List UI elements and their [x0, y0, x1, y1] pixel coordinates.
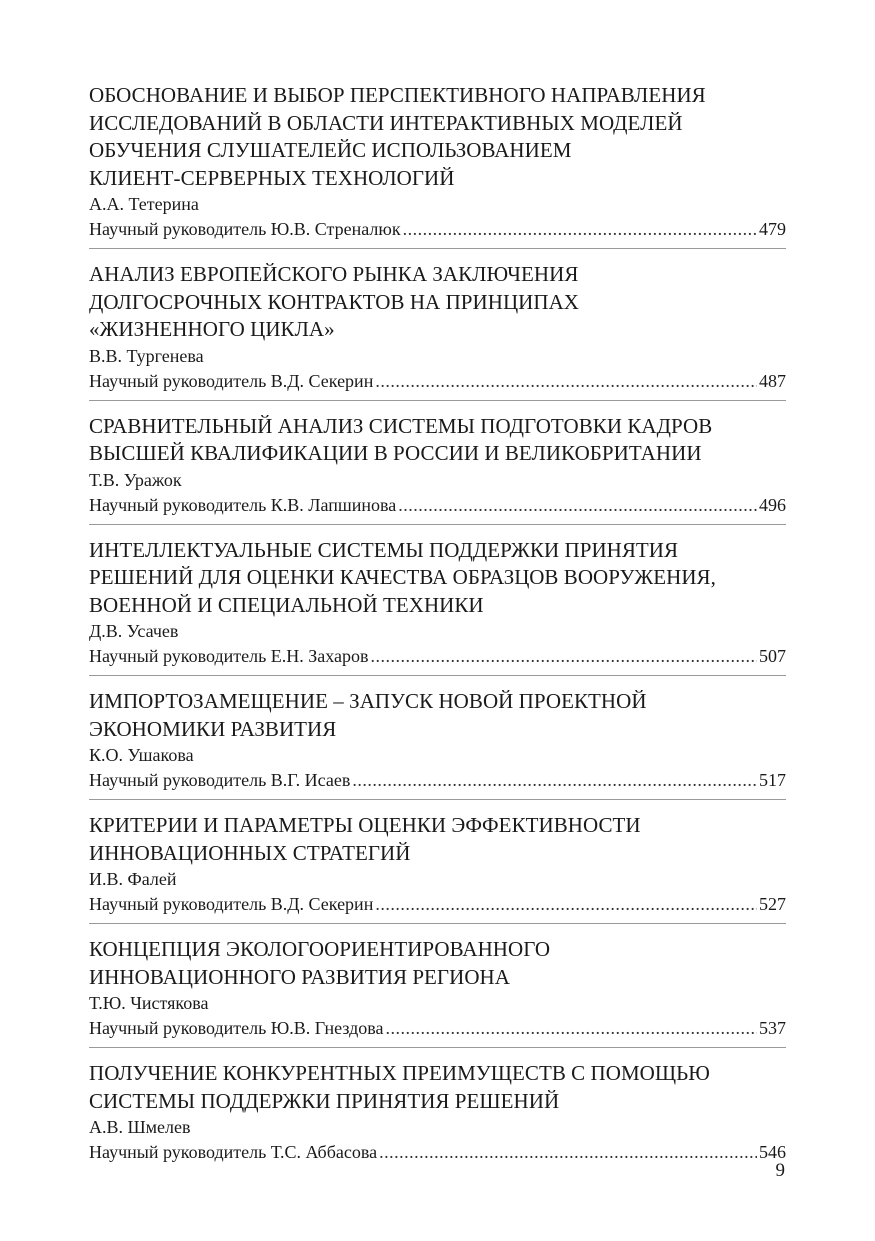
entry-title-line: «ЖИЗНЕННОГО ЦИКЛА» — [89, 317, 335, 341]
supervisor-row — [89, 892, 786, 917]
entry-title-line: СРАВНИТЕЛЬНЫЙ АНАЛИЗ СИСТЕМЫ ПОДГОТОВКИ КАДРОВ — [89, 413, 713, 438]
entry-title-line: ИССЛЕДОВАНИЙ В ОБЛАСТИ ИНТЕРАКТИВНЫХ МОДЕЛЕЙ — [89, 110, 683, 135]
entry-title-line: ДОЛГОСРОЧНЫХ КОНТРАКТОВ НА ПРИНЦИПАХ — [89, 289, 580, 314]
entry-author: А.В. Шмелев — [89, 1117, 191, 1137]
entry-title-line: ИНТЕЛЛЕКТУАЛЬНЫЕ СИСТЕМЫ ПОДДЕРЖКИ ПРИНЯТИЯ — [89, 537, 679, 562]
toc-entry — [89, 936, 786, 1048]
entry-author: А.А. Тетерина — [89, 194, 199, 214]
entry-title-line: ИННОВАЦИОННЫХ СТРАТЕГИЙ — [89, 840, 411, 865]
entry-supervisor: Научный руководитель Ю.В. Стреналюк — [89, 219, 401, 239]
entry-author: Т.В. Уражок — [89, 469, 182, 490]
entry-page-number: 546 — [759, 1142, 786, 1162]
entry-supervisor: Научный руководитель Е.Н. Захаров — [89, 646, 369, 666]
entry-title-line: СИСТЕМЫ ПОДДЕРЖКИ ПРИНЯТИЯ РЕШЕНИЙ — [89, 1088, 560, 1113]
dot-leader — [379, 1140, 757, 1165]
dot-leader — [371, 644, 757, 669]
entry-title-line: ИННОВАЦИОННОГО РАЗВИТИЯ РЕГИОНА — [89, 964, 510, 989]
entry-page-number: 537 — [759, 1018, 786, 1038]
entry-author: И.В. Фалей — [89, 869, 177, 889]
entry-page-number: 517 — [759, 770, 786, 790]
entry-title-line: ОБУЧЕНИЯ СЛУШАТЕЛЕЙС ИСПОЛЬЗОВАНИЕМ — [89, 138, 572, 162]
entry-page-number: 487 — [759, 370, 786, 391]
dot-leader — [403, 217, 757, 242]
supervisor-row — [89, 217, 786, 242]
entry-title-line: ИМПОРТОЗАМЕЩЕНИЕ – ЗАПУСК НОВОЙ ПРОЕКТНОЙ — [89, 689, 647, 713]
supervisor-row — [89, 1016, 786, 1041]
supervisor-row — [89, 493, 786, 518]
entry-title-line: АНАЛИЗ ЕВРОПЕЙСКОГО РЫНКА ЗАКЛЮЧЕНИЯ — [89, 262, 579, 286]
entry-title-line: ВОЕННОЙ И СПЕЦИАЛЬНОЙ ТЕХНИКИ — [89, 592, 484, 617]
entry-page-number: 527 — [759, 894, 786, 914]
entry-supervisor: Научный руководитель Ю.В. Гнездова — [89, 1018, 384, 1038]
dot-leader — [352, 768, 757, 793]
entry-supervisor: Научный руководитель В.Д. Секерин — [89, 894, 374, 914]
dot-leader — [375, 369, 757, 394]
entry-title-line: КОНЦЕПЦИЯ ЭКОЛОГООРИЕНТИРОВАННОГО — [89, 937, 551, 961]
toc-entry — [89, 261, 786, 401]
entry-supervisor: Научный руководитель В.Г. Исаев — [89, 770, 351, 790]
page-number: 9 — [775, 1160, 785, 1181]
toc-entry — [89, 688, 786, 800]
supervisor-row — [89, 644, 786, 669]
entry-title-line: КРИТЕРИИ И ПАРАМЕТРЫ ОЦЕНКИ ЭФФЕКТИВНОСТИ — [89, 813, 641, 837]
dot-leader — [398, 493, 757, 518]
supervisor-row — [89, 768, 786, 793]
entry-supervisor: Научный руководитель В.Д. Секерин — [89, 370, 374, 391]
entry-author: Т.Ю. Чистякова — [89, 993, 209, 1013]
entry-title-line: РЕШЕНИЙ ДЛЯ ОЦЕНКИ КАЧЕСТВА ОБРАЗЦОВ ВООРУЖЕНИЯ, — [89, 565, 716, 589]
toc-entry — [89, 1060, 786, 1171]
toc-entry — [89, 537, 786, 677]
dot-leader — [386, 1016, 757, 1041]
supervisor-row — [89, 1140, 786, 1165]
entry-title-line: ОБОСНОВАНИЕ И ВЫБОР ПЕРСПЕКТИВНОГО НАПРАВЛЕНИЯ — [89, 83, 706, 107]
toc-entry — [89, 82, 786, 249]
entry-author: Д.В. Усачев — [89, 621, 179, 641]
entry-page-number: 496 — [759, 494, 786, 515]
entry-supervisor: Научный руководитель Т.С. Аббасова — [89, 1142, 378, 1162]
table-of-contents — [89, 82, 786, 1183]
entry-title-line: ЭКОНОМИКИ РАЗВИТИЯ — [89, 716, 337, 741]
supervisor-row — [89, 369, 786, 394]
entry-page-number: 507 — [759, 646, 786, 666]
entry-page-number: 479 — [759, 219, 786, 239]
entry-author: В.В. Тургенева — [89, 345, 204, 366]
entry-title-line: КЛИЕНТ-СЕРВЕРНЫХ ТЕХНОЛОГИЙ — [89, 165, 455, 190]
dot-leader — [375, 892, 757, 917]
entry-supervisor: Научный руководитель К.В. Лапшинова — [89, 494, 397, 515]
entry-title-line: ВЫСШЕЙ КВАЛИФИКАЦИИ В РОССИИ И ВЕЛИКОБРИТАНИИ — [89, 441, 702, 465]
toc-entry — [89, 413, 786, 525]
toc-entry — [89, 812, 786, 924]
entry-title-line: ПОЛУЧЕНИЕ КОНКУРЕНТНЫХ ПРЕИМУЩЕСТВ С ПОМОЩЬЮ — [89, 1061, 710, 1085]
entry-author: К.О. Ушакова — [89, 745, 194, 765]
